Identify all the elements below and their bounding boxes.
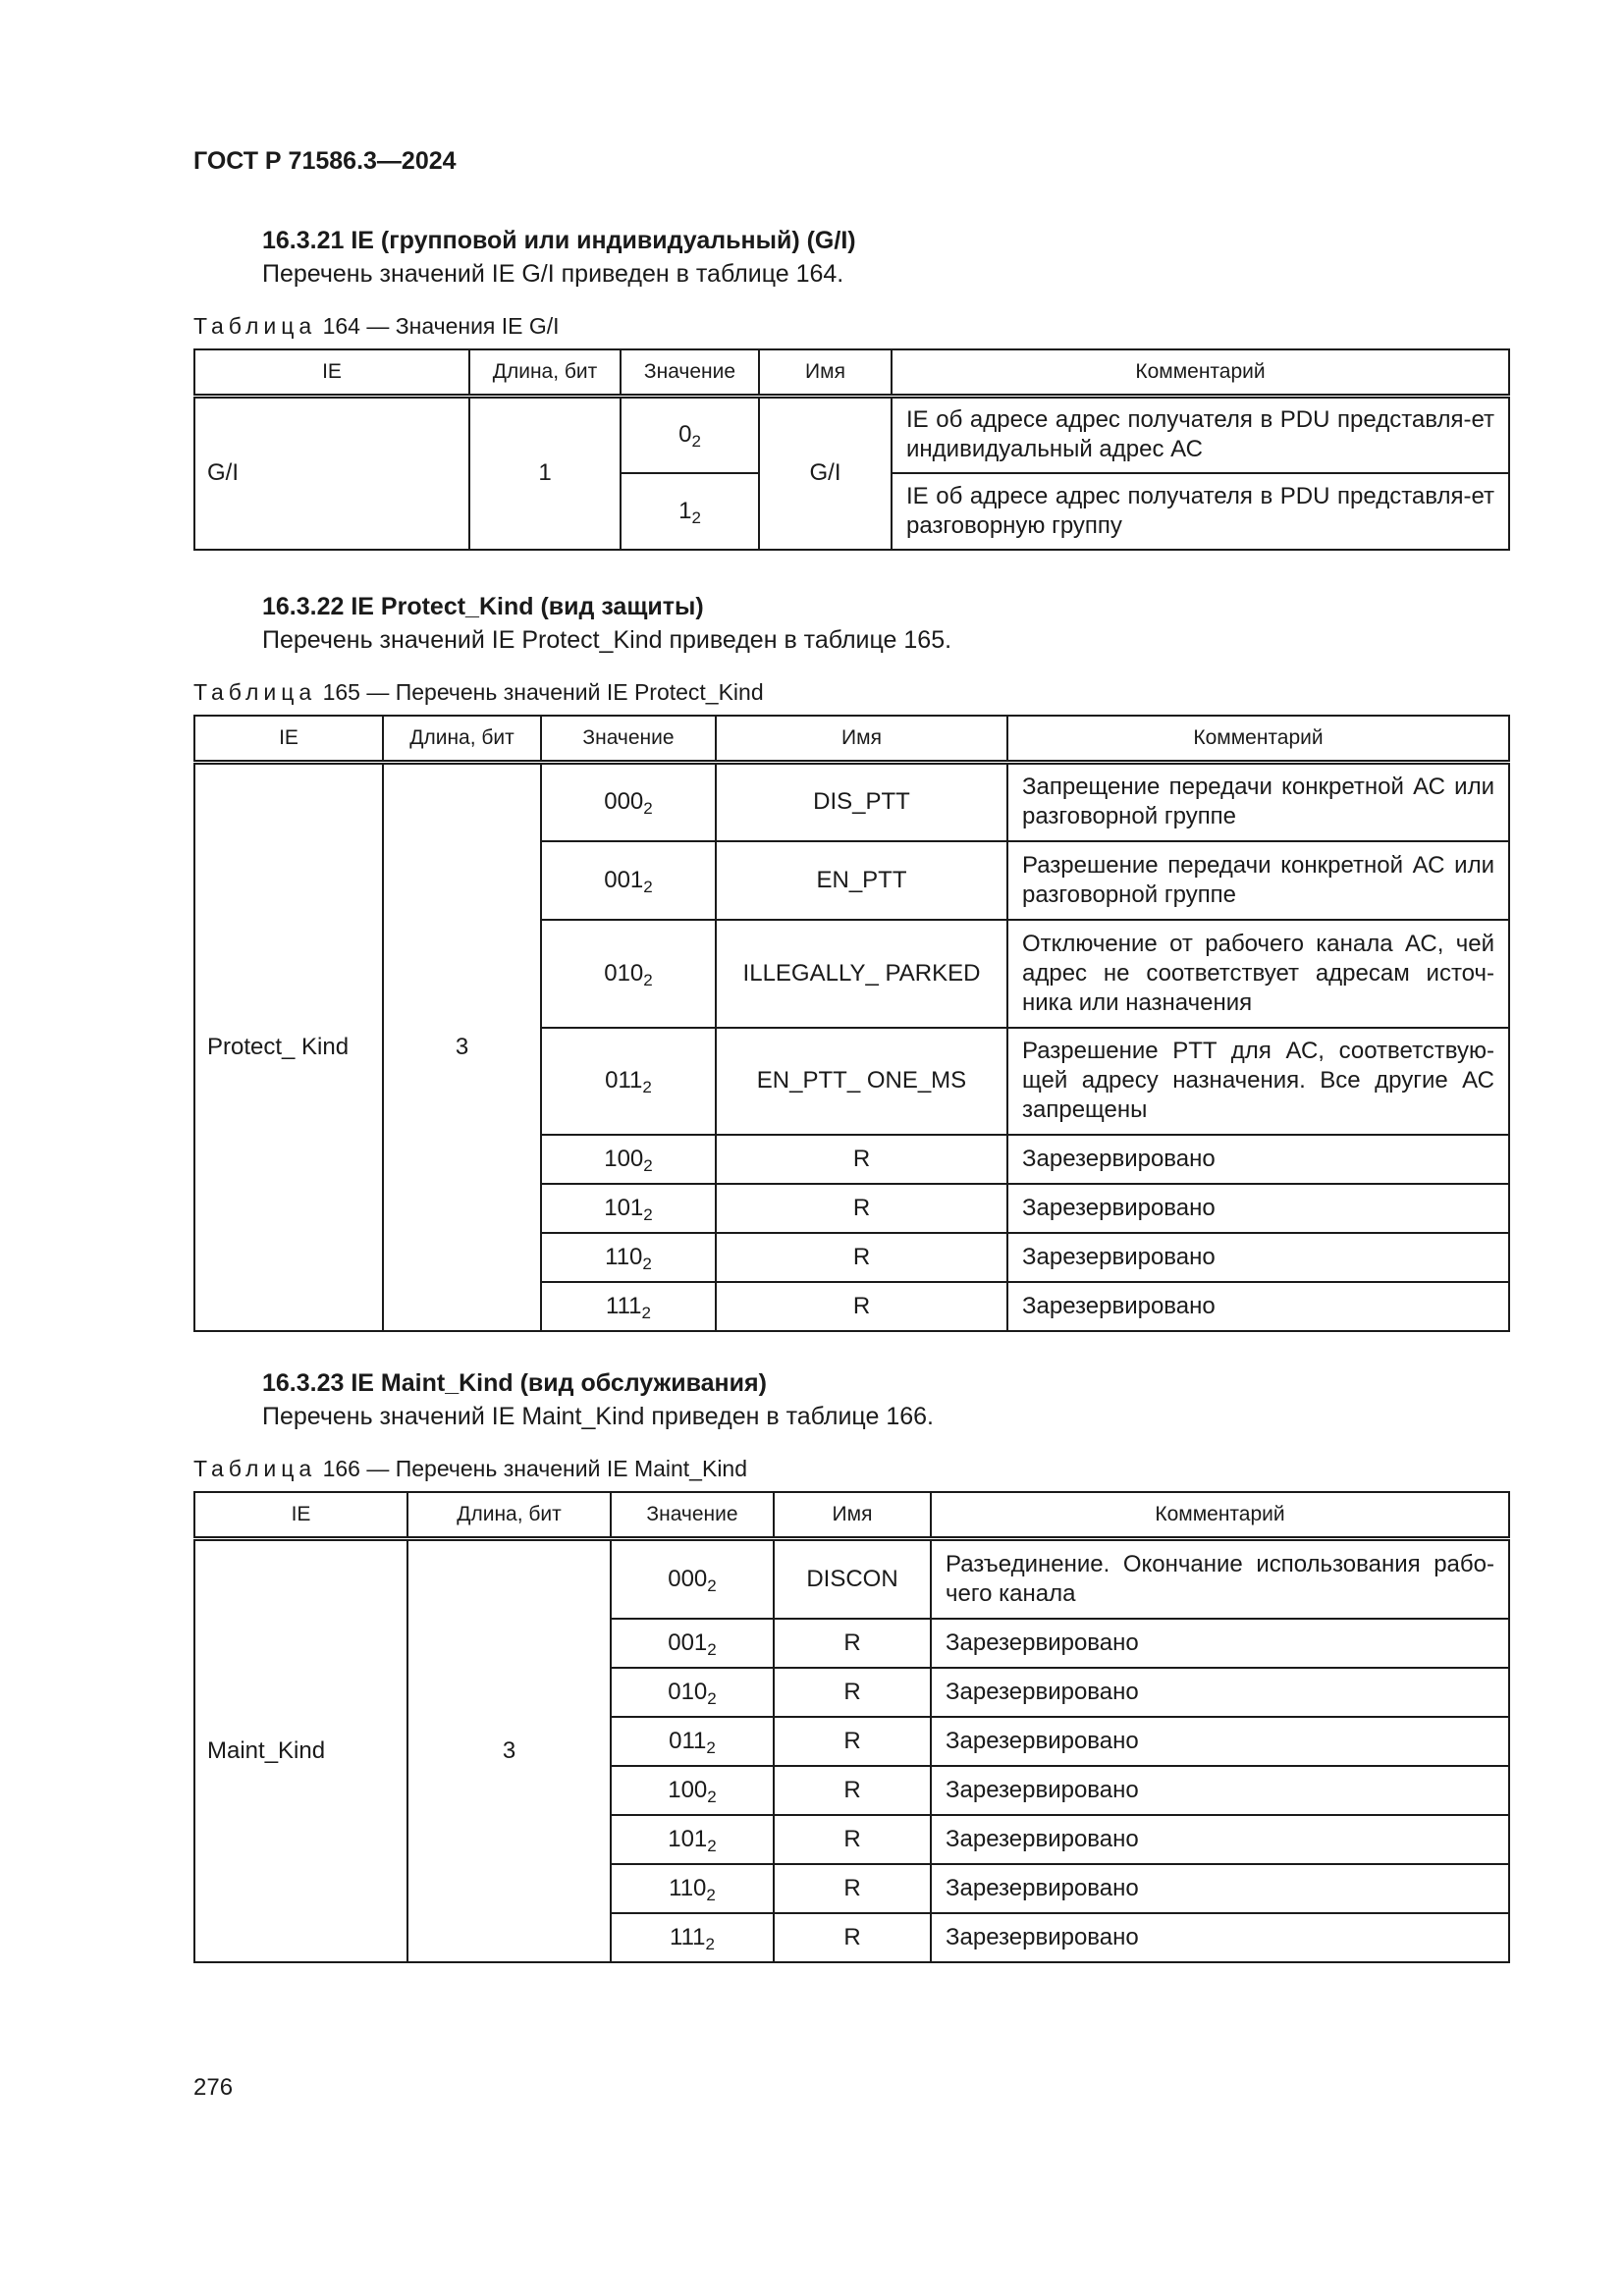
value-cell: $111_2$ <box>541 1282 716 1331</box>
page-number: 276 <box>193 2074 234 2101</box>
name-cell: EN_PTT_ ONE_MS <box>716 1028 1007 1135</box>
table-caption-lead: Таблица <box>193 313 317 339</box>
column-header: Комментарий <box>931 1492 1509 1539</box>
name-cell: ILLEGALLY_ PARKED <box>716 920 1007 1028</box>
column-header: Длина, бит <box>469 349 621 397</box>
name-cell: R <box>774 1766 931 1815</box>
name-cell: R <box>774 1864 931 1913</box>
column-header: IE <box>194 1492 407 1539</box>
column-header: Значение <box>621 349 759 397</box>
section-gi <box>193 224 1508 551</box>
comment-cell: Разрешение PTT для АС, соответствую-щей адресу назначения. Все другие АС запрещены <box>1007 1028 1509 1135</box>
value-cell: $010_2$ <box>541 920 716 1028</box>
length-cell: 1 <box>469 397 621 550</box>
table-row <box>194 1539 1509 1619</box>
table-caption-text: 166 — Перечень значений IE Maint_Kind <box>316 1456 748 1481</box>
column-header: Комментарий <box>1007 716 1509 763</box>
section-text: Перечень значений IE G/I приведен в таблице 164. <box>262 260 844 288</box>
table-caption-text: 165 — Перечень значений IE Protect_Kind <box>316 679 764 705</box>
table-165 <box>193 715 1510 1332</box>
name-cell: R <box>774 1619 931 1668</box>
value-cell: $011_2$ <box>541 1028 716 1135</box>
name-cell: R <box>716 1233 1007 1282</box>
value-cell: $111_2$ <box>611 1913 774 1962</box>
ie-cell: G/I <box>194 397 469 550</box>
comment-cell: Зарезервировано <box>931 1815 1509 1864</box>
name-cell: R <box>774 1717 931 1766</box>
comment-cell: Зарезервировано <box>1007 1233 1509 1282</box>
column-header: IE <box>194 349 469 397</box>
comment-cell: Разрешение передачи конкретной АС или разговорной группе <box>1007 841 1509 920</box>
comment-cell: Зарезервировано <box>931 1619 1509 1668</box>
table-caption-lead: Таблица <box>193 1456 317 1481</box>
table-header-row <box>194 349 1509 397</box>
table-caption-text: 164 — Значения IE G/I <box>316 313 560 339</box>
name-cell: EN_PTT <box>716 841 1007 920</box>
document-header: ГОСТ Р 71586.3—2024 <box>193 147 457 175</box>
name-cell: DISCON <box>774 1539 931 1619</box>
table-header-row <box>194 1492 1509 1539</box>
column-header: Имя <box>774 1492 931 1539</box>
column-header: Имя <box>716 716 1007 763</box>
name-cell: R <box>774 1913 931 1962</box>
comment-cell: Зарезервировано <box>931 1668 1509 1717</box>
table-row <box>194 763 1509 841</box>
ie-cell: Protect_ Kind <box>194 763 383 1331</box>
table-164 <box>193 348 1510 551</box>
section-title: 16.3.21 IE (групповой или индивидуальный) (G/I) <box>262 227 856 254</box>
column-header: Длина, бит <box>383 716 541 763</box>
section-maint-kind <box>193 1366 1508 1963</box>
comment-cell: Зарезервировано <box>1007 1184 1509 1233</box>
comment-cell: IE об адресе адрес получателя в PDU представля-ет индивидуальный адрес АС <box>892 397 1509 473</box>
name-cell: R <box>716 1282 1007 1331</box>
section-text: Перечень значений IE Maint_Kind приведен в таблице 166. <box>262 1403 934 1430</box>
column-header: Значение <box>611 1492 774 1539</box>
section-protect-kind <box>193 590 1508 1332</box>
column-header: Имя <box>759 349 892 397</box>
name-cell: R <box>774 1668 931 1717</box>
value-cell: $110_2$ <box>611 1864 774 1913</box>
comment-cell: Отключение от рабочего канала АС, чей адрес не соответствует адресам источ-ника или назначения <box>1007 920 1509 1028</box>
comment-cell: Зарезервировано <box>1007 1282 1509 1331</box>
name-cell: R <box>774 1815 931 1864</box>
section-text: Перечень значений IE Protect_Kind приведен в таблице 165. <box>262 626 952 654</box>
comment-cell: IE об адресе адрес получателя в PDU представля-ет разговорную группу <box>892 473 1509 550</box>
section-title: 16.3.23 IE Maint_Kind (вид обслуживания) <box>262 1369 767 1397</box>
comment-cell: Зарезервировано <box>931 1766 1509 1815</box>
value-cell: $000_2$ <box>541 763 716 841</box>
column-header: Значение <box>541 716 716 763</box>
comment-cell: Зарезервировано <box>931 1864 1509 1913</box>
table-caption <box>193 311 1508 343</box>
table-caption <box>193 677 1508 709</box>
value-cell: $110_2$ <box>541 1233 716 1282</box>
comment-cell: Зарезервировано <box>931 1717 1509 1766</box>
name-cell: DIS_PTT <box>716 763 1007 841</box>
value-cell: $011_2$ <box>611 1717 774 1766</box>
column-header: Длина, бит <box>407 1492 611 1539</box>
table-166 <box>193 1491 1510 1963</box>
name-cell: R <box>716 1184 1007 1233</box>
comment-cell: Запрещение передачи конкретной АС или разговорной группе <box>1007 763 1509 841</box>
comment-cell: Зарезервировано <box>1007 1135 1509 1184</box>
comment-cell: Зарезервировано <box>931 1913 1509 1962</box>
value-cell: $000_2$ <box>611 1539 774 1619</box>
column-header: IE <box>194 716 383 763</box>
section-title: 16.3.22 IE Protect_Kind (вид защиты) <box>262 593 704 620</box>
table-caption <box>193 1454 1508 1485</box>
ie-cell: Maint_Kind <box>194 1539 407 1962</box>
length-cell: 3 <box>383 763 541 1331</box>
value-cell: $0_2$ <box>621 397 759 473</box>
value-cell: $100_2$ <box>611 1766 774 1815</box>
length-cell: 3 <box>407 1539 611 1962</box>
value-cell: $100_2$ <box>541 1135 716 1184</box>
table-row <box>194 397 1509 473</box>
column-header: Комментарий <box>892 349 1509 397</box>
value-cell: $010_2$ <box>611 1668 774 1717</box>
table-caption-lead: Таблица <box>193 679 317 705</box>
value-cell: $101_2$ <box>541 1184 716 1233</box>
comment-cell: Разъединение. Окончание использования рабо-чего канала <box>931 1539 1509 1619</box>
value-cell: $001_2$ <box>611 1619 774 1668</box>
name-cell: G/I <box>759 397 892 550</box>
value-cell: $101_2$ <box>611 1815 774 1864</box>
value-cell: $1_2$ <box>621 473 759 550</box>
table-header-row <box>194 716 1509 763</box>
value-cell: $001_2$ <box>541 841 716 920</box>
name-cell: R <box>716 1135 1007 1184</box>
